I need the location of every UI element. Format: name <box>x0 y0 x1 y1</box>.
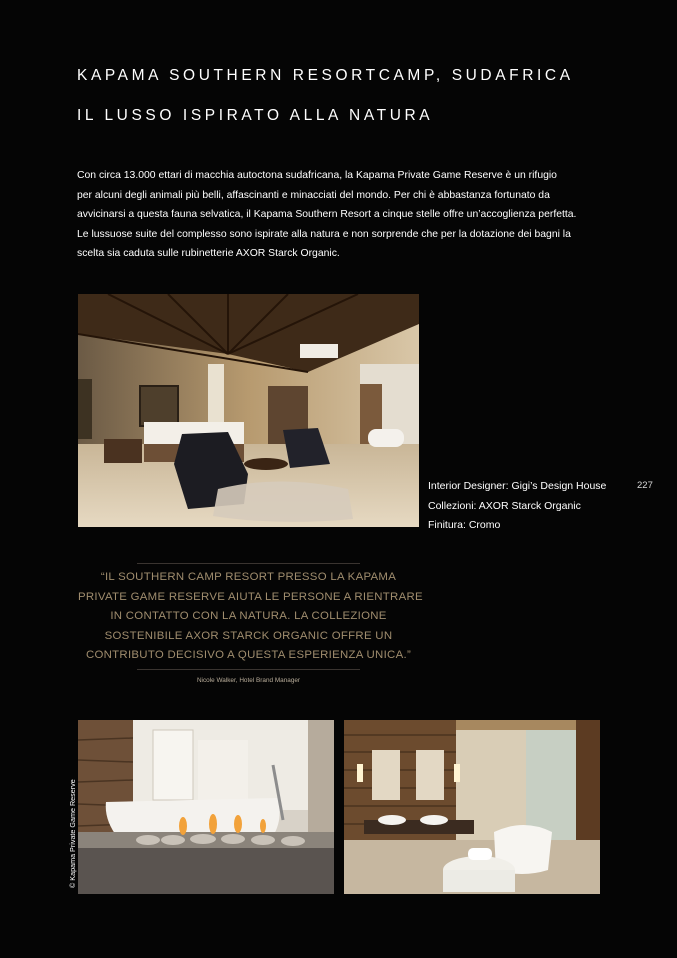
intro-line: Con circa 13.000 ettari di macchia autoctona sudafricana, la Kapama Private Game Reserve è un rifugio <box>77 170 557 181</box>
quote-top-divider <box>137 563 360 564</box>
quote-bottom-divider <box>137 669 360 670</box>
finish-credit: Finitura: Cromo <box>428 519 501 531</box>
bathtub-fireplace-photo <box>78 720 334 894</box>
quote-line: “IL SOUTHERN CAMP RESORT PRESSO LA KAPAMA <box>100 571 397 583</box>
intro-line: per alcuni degli animali più belli, affascinanti e minacciati del mondo. Per chi è abbastanza fortunato da <box>77 189 550 201</box>
intro-line: Le lussuose suite del complesso sono ispirate alla natura e non sorprende che per la dotazione dei bagni la <box>77 228 571 240</box>
quote-line: SOSTENIBILE AXOR STARCK ORGANIC OFFRE UN <box>104 629 393 642</box>
pull-quote <box>78 568 423 666</box>
intro-line: avvicinarsi a questa fauna selvatica, il Kapama Southern Resort a cinque stelle offre un’accoglienza perfetta. <box>77 209 577 221</box>
bathroom-suite-photo <box>344 720 600 894</box>
intro-paragraph <box>77 166 617 264</box>
collection-credit: Collezioni: AXOR Starck Organic <box>428 499 581 512</box>
quote-line: IN CONTATTO CON LA NATURA. LA COLLEZIONE <box>110 610 387 623</box>
designer-credit: Interior Designer: Gigi’s Design House <box>428 480 607 492</box>
project-credits <box>428 477 606 536</box>
suite-photo <box>78 294 419 527</box>
photo-credit: © Kapama Private Game Reserve <box>68 779 77 888</box>
quote-author: Nicole Walker, Hotel Brand Manager <box>196 677 301 684</box>
page-number: 227 <box>637 480 653 491</box>
quote-line: PRIVATE GAME RESERVE AIUTA LE PERSONE A RIENTRARE <box>78 590 423 603</box>
page-title: KAPAMA SOUTHERN RESORTCAMP, SUDAFRICA <box>77 67 574 84</box>
page-subtitle: IL LUSSO ISPIRATO ALLA NATURA <box>77 107 434 124</box>
intro-line: scelta sia caduta sulle rubinetterie AXOR Starck Organic. <box>77 248 340 260</box>
quote-line: CONTRIBUTO DECISIVO A QUESTA ESPERIENZA UNICA.” <box>85 649 412 662</box>
